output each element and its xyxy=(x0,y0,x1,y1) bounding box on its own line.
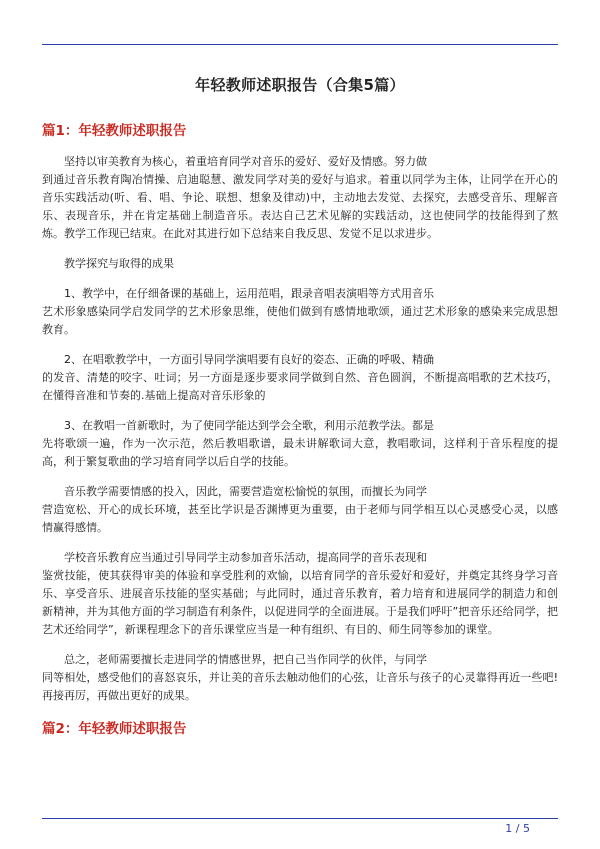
document-body xyxy=(42,74,558,751)
paragraph-5-first-line: 音乐教学需要情感的投入，因此，需要营造宽松愉悦的氛围，而擅长为同学 xyxy=(64,485,427,498)
document-title: 年轻教师述职报告（合集5篇） xyxy=(195,76,405,94)
paragraph-3-first-line: 2、在唱歌教学中，一方面引导同学演唱要有良好的姿态、正确的呼吸、精确 xyxy=(64,353,434,366)
paragraph-2-body: 艺术形象感染同学启发同学的艺术形象思维，使他们做到有感情地歌颂，通过艺术形象的感染来完成思想教育。 xyxy=(42,305,558,336)
section-1 xyxy=(42,119,558,705)
section-2-heading: 篇2：年轻教师述职报告 xyxy=(42,721,187,737)
paragraph-4-body: 先将歌颂一遍，作为一次示范，然后教唱歌谱，最未讲解歌词大意，教唱歌词，这样利于音乐程度的提高，利于繁复歌曲的学习培育同学以后自学的技能。 xyxy=(42,437,558,468)
paragraph-4-first-line: 3、在教唱一首新歌时，为了使同学能达到学会全歌，利用示范教学法。都是 xyxy=(64,419,434,432)
footer-rule xyxy=(42,818,558,819)
paragraph-7-first-line: 总之，老师需要擅长走进同学的情感世界，把自己当作同学的伙伴，与同学 xyxy=(64,653,427,666)
paragraph-6-body: 鉴赏技能，使其获得审美的体验和享受胜利的欢愉，以培育同学的音乐爱好和爱好，并奠定其终身学习音乐、享受音乐、进展音乐技能的坚实基础；与此同时，通过音乐教育，着力培育和进展同学的制造力和创新精神，并为其他方面的学习制造有利条件，以促进同学的全面进展。于是我们呼吁”把音乐还给同学，把艺术还给同学”，新课程理念下的音乐课堂应当是一种有组织、有目的、师生同等参加的课堂。 xyxy=(42,569,558,636)
page-indicator: 1 / 5 xyxy=(505,822,530,835)
paragraph-6 xyxy=(42,549,558,639)
paragraph-3 xyxy=(42,351,558,405)
paragraph-1-first-line: 坚持以审美教育为核心，着重培育同学对音乐的爱好、爱好及情感。努力做 xyxy=(64,155,427,168)
section-2 xyxy=(42,717,558,737)
paragraph-5 xyxy=(42,483,558,537)
paragraph-4 xyxy=(42,417,558,471)
paragraph-7 xyxy=(42,651,558,705)
section-1-heading: 篇1：年轻教师述职报告 xyxy=(42,123,187,139)
header-rule xyxy=(42,44,558,45)
paragraph-2-first-line: 1、教学中，在仔细备课的基础上，运用范唱，跟录音唱表演唱等方式用音乐 xyxy=(64,287,434,300)
paragraph-6-first-line: 学校音乐教育应当通过引导同学主动参加音乐活动，提高同学的音乐表现和 xyxy=(64,551,427,564)
paragraph-2 xyxy=(42,285,558,339)
paragraph-1-body: 到通过音乐教育陶冶情操、启迪聪慧、激发同学对美的爱好与追求。着重以同学为主体，让同学在开心的音乐实践活动(听、看、唱、争论、联想、想象及律动)中，主动地去发觉、去探究，去感受音乐、理解音乐、表现音乐，并在肯定基础上制造音乐。表达自己艺术见解的实践活动，这也使同学的技能得到了熬炼。教学工作现已结束。在此对其进行如下总结来自我反思、发觉不足以求进步。 xyxy=(42,173,558,240)
paragraph-3-body: 的发音、清楚的咬字、吐词；另一方面是逐步要求同学做到自然、音色圆润，不断提高唱歌的艺术技巧，在懂得音准和节奏的.基础上提高对音乐形象的 xyxy=(42,371,558,402)
paragraph-subheading: 教学探究与取得的成果 xyxy=(64,257,174,270)
paragraph-7-body: 同等相处，感受他们的喜怒哀乐，并让美的音乐去触动他们的心弦，让音乐与孩子的心灵靠得再近一些吧!再接再厉，再做出更好的成果。 xyxy=(42,671,558,702)
paragraph-5-body: 营造宽松、开心的成长环境，甚至比学识是否渊博更为重要，由于老师与同学相互以心灵感受心灵，以感情赢得感情。 xyxy=(42,503,558,534)
paragraph-1 xyxy=(42,153,558,243)
